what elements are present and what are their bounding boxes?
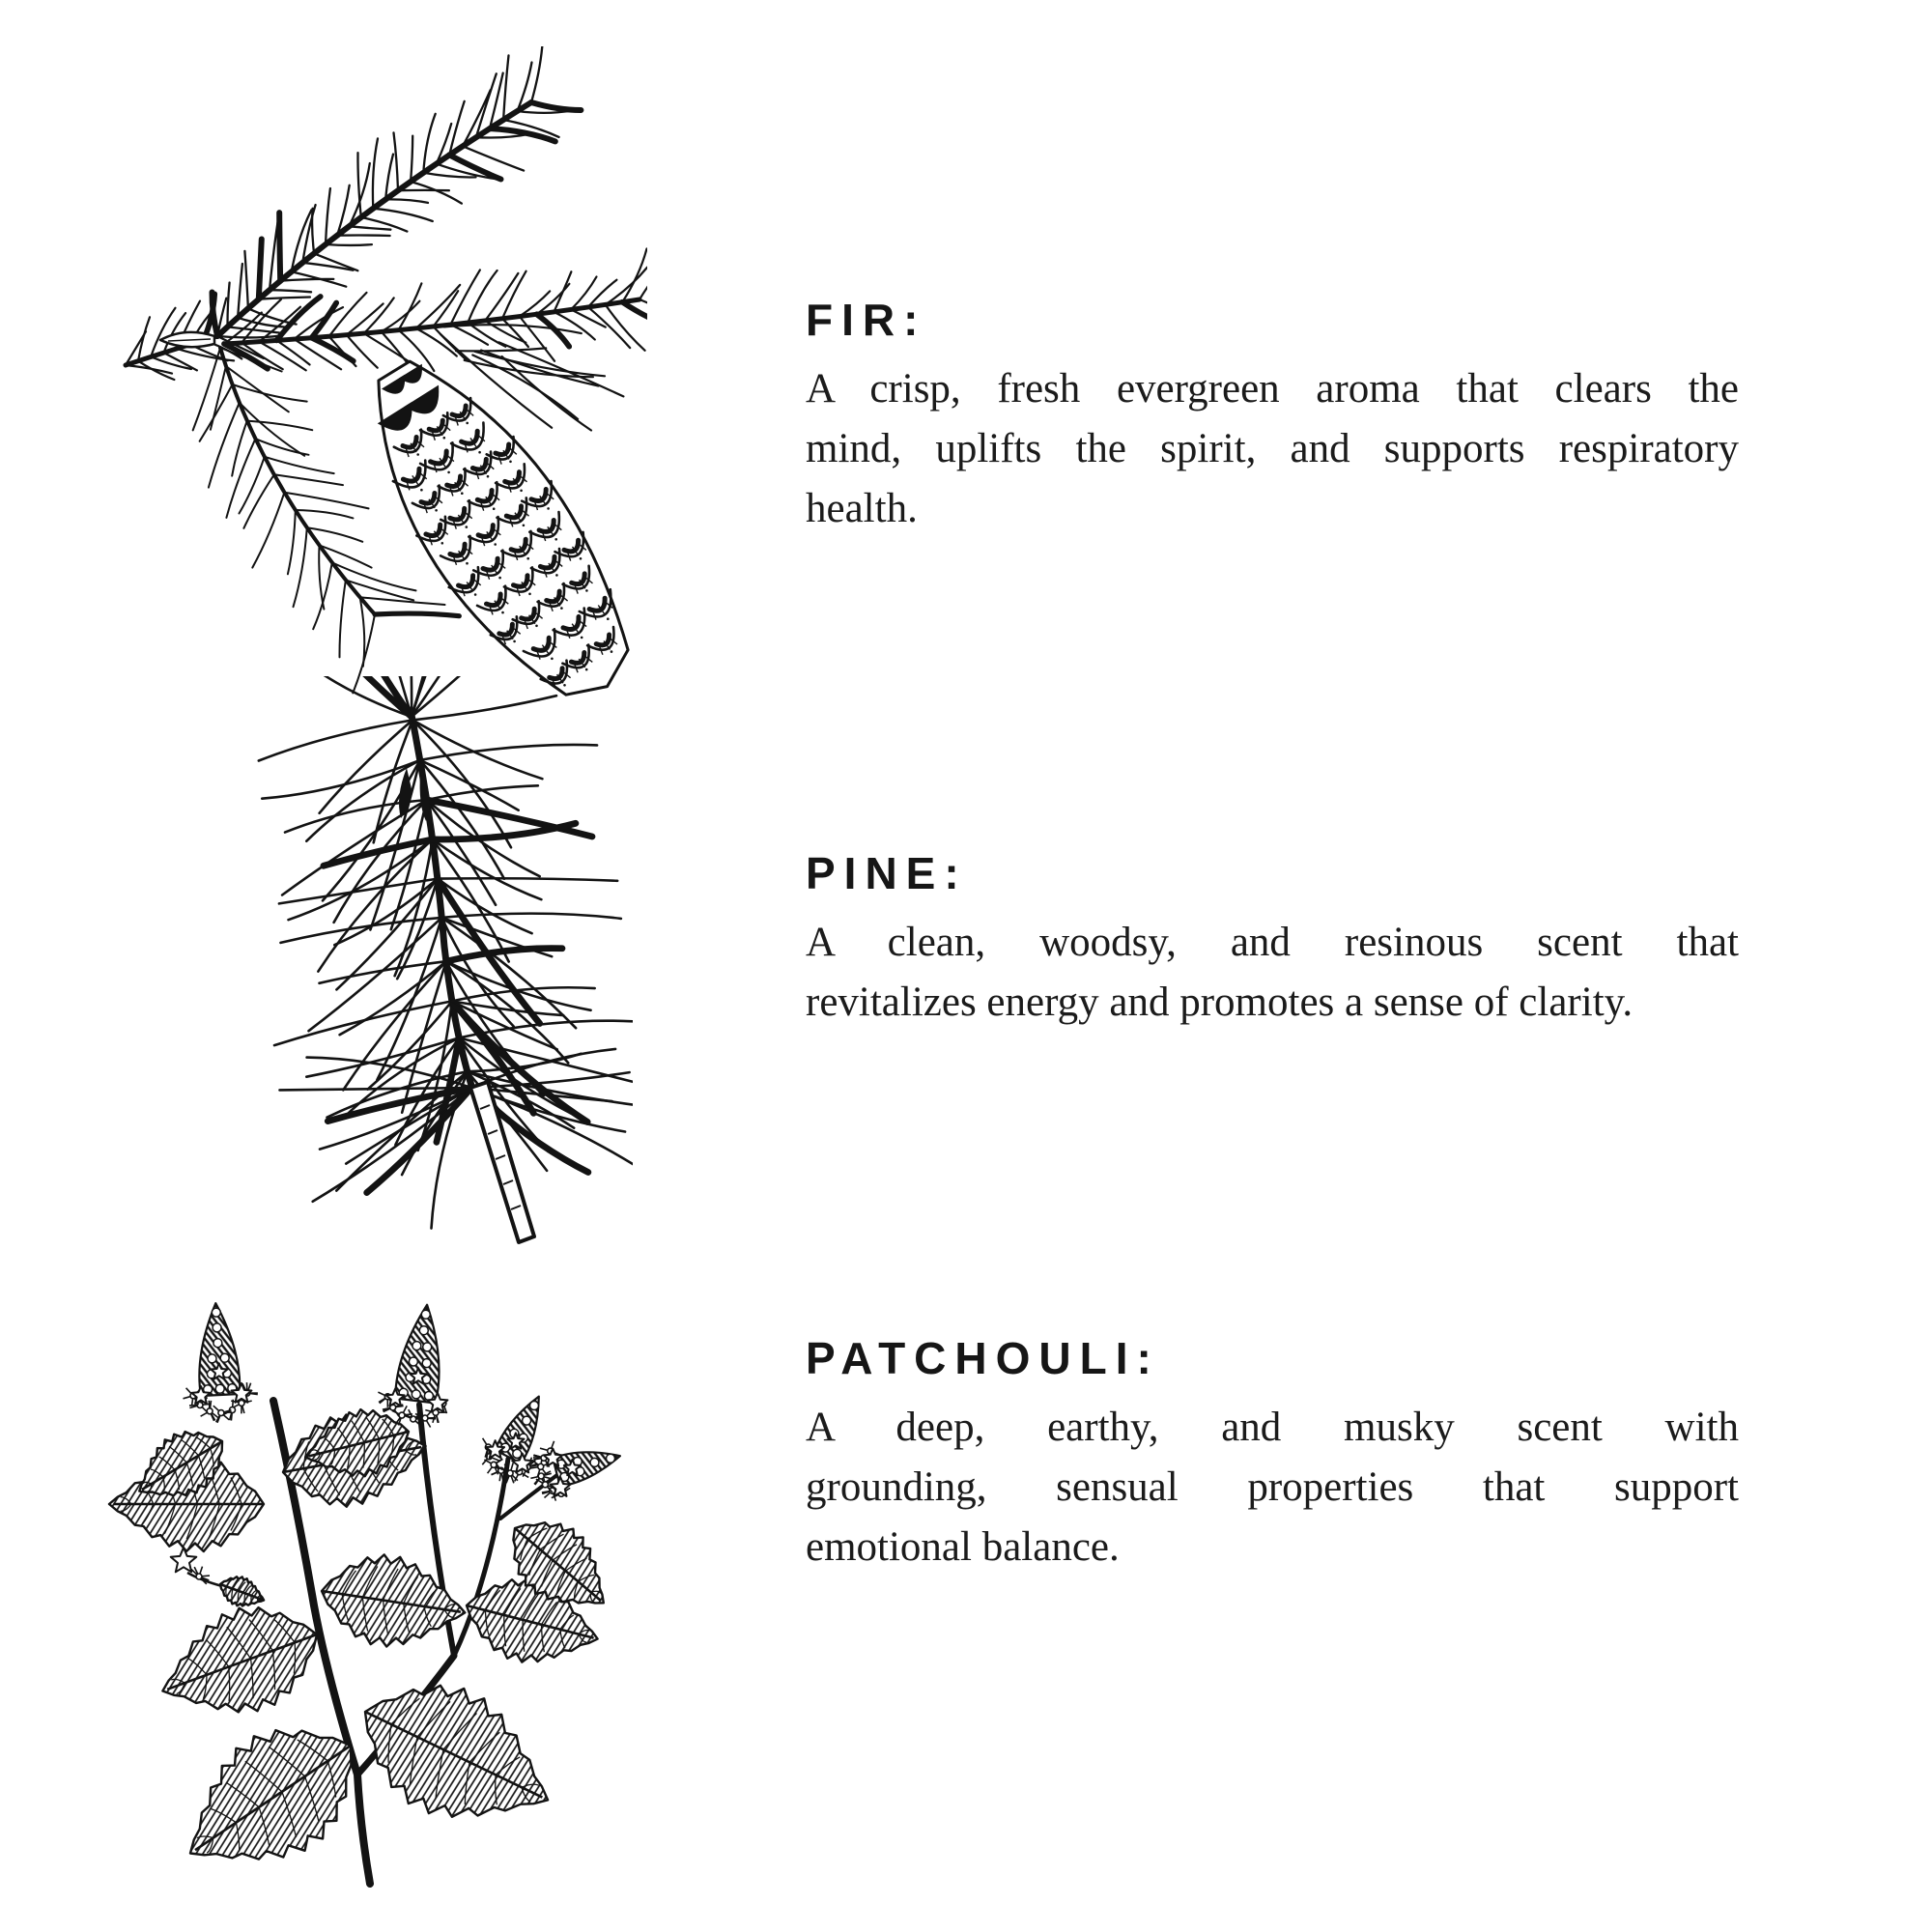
- patchouli-heading: PATCHOULI:: [806, 1333, 1160, 1383]
- text-column-patchouli: [806, 1333, 1739, 1577]
- pine-illustration: [179, 676, 633, 1285]
- pine-description: [806, 913, 1739, 1033]
- text-line: mind, uplifts the spirit, and supports respiratory: [806, 426, 1739, 471]
- patchouli-leaf: [190, 1730, 351, 1860]
- patchouli-illustration: [75, 1287, 628, 1895]
- fir-bud: [160, 332, 214, 347]
- patchouli-flower-spike: [530, 1441, 620, 1501]
- patchouli-detached-floret: [171, 1548, 264, 1606]
- fir-heading: FIR:: [806, 295, 927, 345]
- text-line: A crisp, fresh evergreen aroma that clears the: [806, 366, 1739, 412]
- patchouli-flower-spike: [482, 1397, 539, 1484]
- fir-cone: [379, 361, 628, 695]
- fir-branch-icon: [68, 46, 647, 723]
- pine-heading: PINE:: [806, 848, 968, 898]
- patchouli-flower-spike: [184, 1303, 258, 1423]
- patchouli-description: [806, 1398, 1739, 1577]
- text-line: health.: [806, 486, 918, 531]
- pine-branch-icon: [179, 676, 633, 1285]
- patchouli-plant-icon: [75, 1287, 628, 1895]
- pine-needled-stem: [259, 676, 633, 1229]
- patchouli-leaf: [322, 1554, 465, 1646]
- text-column-pine: [806, 848, 1739, 1033]
- text-line: revitalizes energy and promotes a sense of clarity.: [806, 980, 1634, 1025]
- patchouli-leaf: [162, 1607, 317, 1712]
- text-line: emotional balance.: [806, 1524, 1120, 1570]
- patchouli-leaf: [220, 1577, 264, 1605]
- patchouli-flower-spike: [378, 1305, 447, 1428]
- fir-illustration: [68, 46, 647, 723]
- text-line: grounding, sensual properties that support: [806, 1464, 1739, 1510]
- patchouli-leaf: [365, 1686, 548, 1817]
- text-column-fir: [806, 295, 1739, 539]
- text-line: A deep, earthy, and musky scent with: [806, 1405, 1739, 1450]
- fir-description: [806, 359, 1739, 539]
- text-line: A clean, woodsy, and resinous scent that: [806, 920, 1739, 965]
